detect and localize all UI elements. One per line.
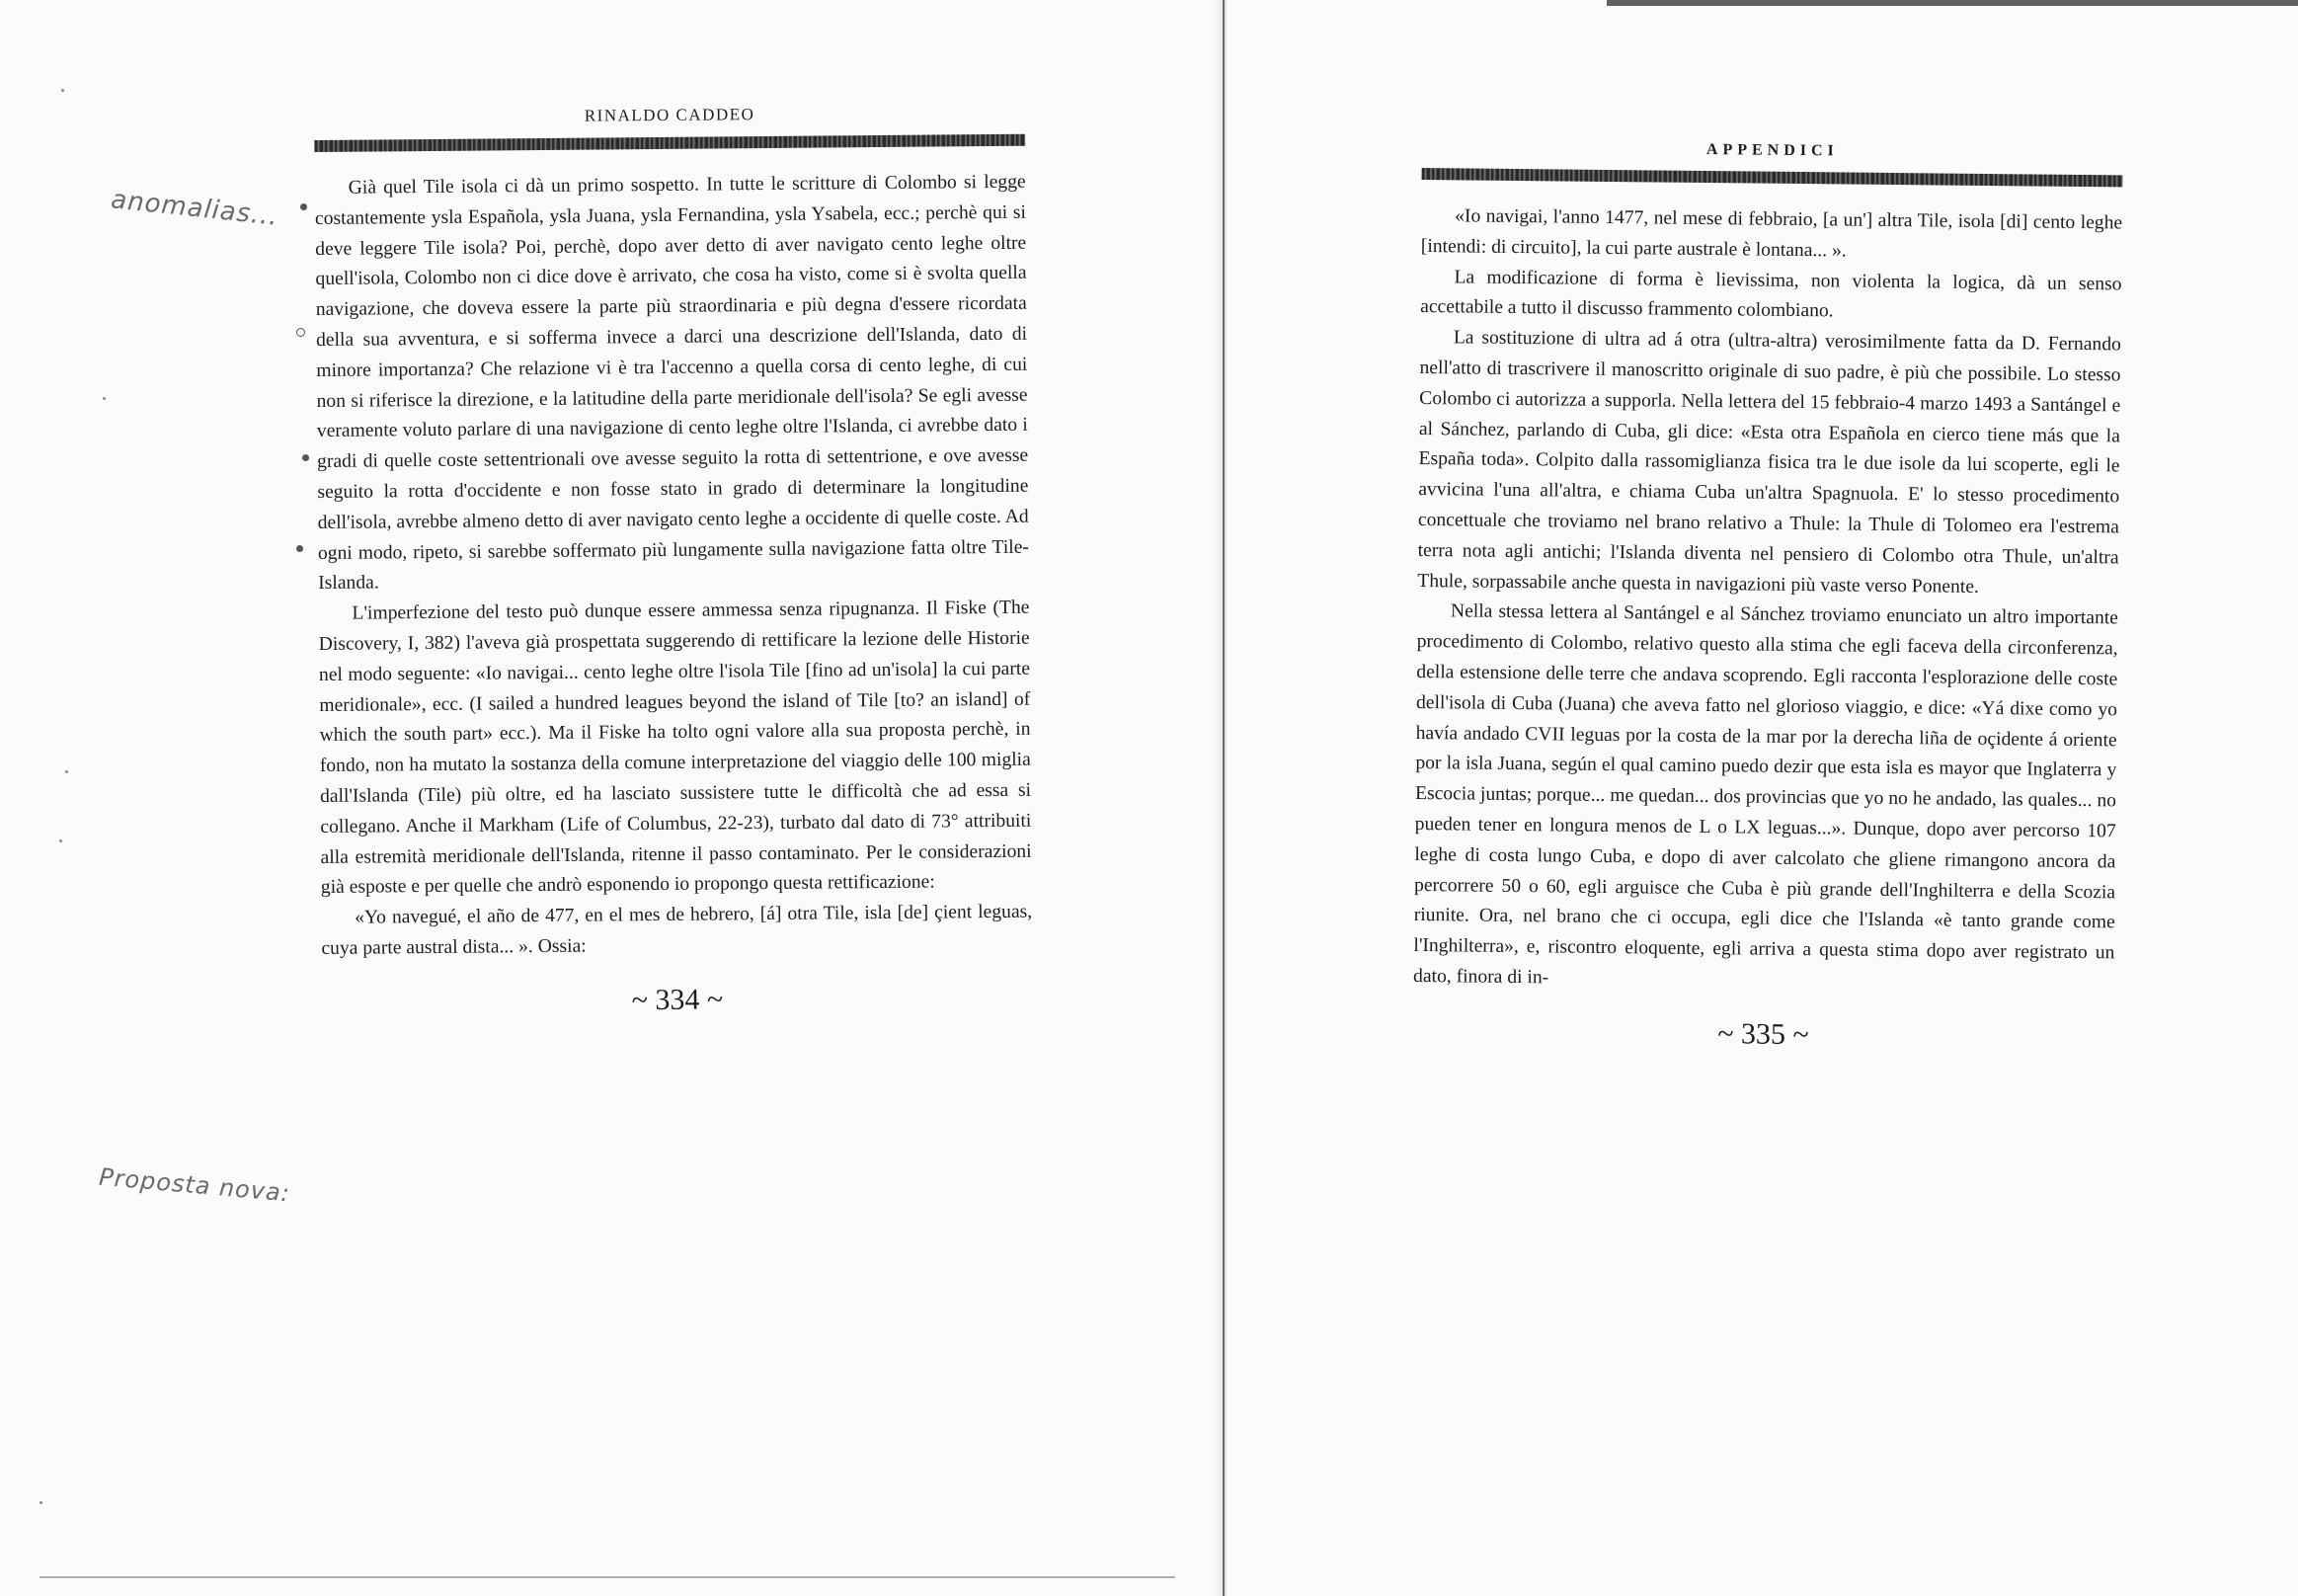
margin-note-proposta: Proposta nova:: [98, 1162, 291, 1208]
scan-speck: [65, 770, 68, 773]
page-number: ~ 334 ~: [631, 983, 724, 1016]
scan-speck: [59, 839, 62, 842]
body-paragraph: La sostituzione di ultra ad á otra (ultra-altra) verosimilmente fatta da D. Fernando nell'atto di trascrivere il manoscritto originale di suo padre, è più che possibile. Lo stesso Colombo ci autorizza a supporla. Nella lettera del 15 febbraio-4 marzo 1493 a Santángel e al Sánchez, parlando di Cuba, gli dice: «Esta otra Española en cierco tiene más que la España toda». Colpito dalla rassomiglianza fisica tra le due isole da lui scoperte, egli le avvicina l'una all'altra, e chiama Cuba un'altra Spagnuola. E' lo stesso procedimento concettuale che troviamo nel brano relativo a Thule: la Thule di Tolomeo era l'estrema terra nota agli antichi; l'Islanda diventa nel pensiero di Colombo otra Thule, un'altra Thule, sorpassabile anche questa in navigazioni più vaste verso Ponente.: [1417, 327, 2121, 598]
running-head: APPENDICI: [1705, 141, 1839, 160]
book-gutter: [1223, 0, 1225, 1596]
header-rule: [314, 134, 1025, 152]
header-rule: [1422, 168, 2123, 187]
scan-speck: [40, 1501, 42, 1504]
margin-mark: [296, 328, 305, 337]
margin-mark: [296, 545, 303, 552]
body-paragraph: La modificazione di forma è lievissima, non violenta la logica, dà un senso accettabile a tutto il discusso frammento colombiano.: [1420, 266, 2122, 322]
scan-speck: [61, 89, 64, 92]
right-page: [1412, 138, 2123, 1055]
body-paragraph: Già quel Tile isola ci dà un primo sospetto. In tutte le scritture di Colombo si legge costantemente ysla Española, ysla Juana, ysla Fernandina, ysla Ysabela, ecc.; perchè qui si deve leggere Tile isola? Poi, perchè, dopo aver detto di aver navigato cento leghe oltre quell'isola, Colombo non ci dice dove è arrivato, che cosa ha visto, come si è svolta quella navigazione, che doveva essere la parte più straordinaria e più degna d'essere ricordata della sua avventura, e si sofferma invece a darci una descrizione dell'Islanda, dato di minore importanza? Che relazione vi è tra l'accenno a quella corsa di cento leghe, di cui non si riferisce la direzione, e la latitudine della parte meridionale dell'isola? Se egli avesse veramente voluto parlare di una navigazione di cento leghe oltre l'Islanda, ci avrebbe dato i gradi di quelle coste settentrionali ove avesse seguito la rotta di settentrione, e ove avesse seguito la rotta d'occidente e non fosse stato in grado di determinare la longitudine dell'isola, avrebbe almeno detto di aver navigato cento leghe a occidente di quelle coste. Ad ogni modo, ripeto, si sarebbe soffermato più lungamente sulla navigazione fatta oltre Tile-Islanda.: [314, 171, 1029, 595]
left-page: [314, 103, 1033, 1020]
body-paragraph: L'imperfezione del testo può dunque essere ammessa senza ripugnanza. Il Fiske (The Discovery, I, 382) l'aveva già prospettata suggerendo di rettificare la lezione delle Historie nel modo seguente: «Io navigai... cento leghe oltre l'isola Tile [fino ad un'isola] la cui parte meridionale», ecc. (I sailed a hundred leagues beyond the island of Tile [to? an island] of which the south part» ecc.). Ma il Fiske ha tolto ogni valore alla sua proposta perchè, in fondo, non ha mutato la sostanza della comune interpretazione del viaggio delle 100 miglia dall'Islanda (Tile) più oltre, ed ha lasciato sussistere tutte le difficoltà che ad essa si collegano. Anche il Markham (Life of Columbus, 22-23), turbato dal dato di 73° attribuiti alla estremità meridionale dell'Islanda, ritenne il passo contaminato. Per le considerazioni già esposte e per quelle che andrò esponendo io propongo questa rettificazione:: [318, 597, 1032, 899]
scan-edge-bottom: [40, 1576, 1175, 1578]
margin-mark: [302, 454, 309, 461]
body-paragraph: «Yo navegué, el año de 477, en el mes de hebrero, [á] otra Tile, isla [de] çient leguas, cuya parte austral dista... ». Ossia:: [321, 901, 1033, 959]
body-paragraph: Nella stessa lettera al Santángel e al Sánchez troviamo enunciato un altro importante procedimento di Colombo, relativo questo alla stima che egli faceva della circonferenza, della estensione delle terre che andava scoprendo. Egli racconta l'esplorazione delle coste dell'isola di Cuba (Juana) che aveva fatto nel glorioso viaggio, e dice: «Yá dixe como yo havía andado CVII leguas por la costa de la mar por la derecha liña de oçidente á oriente por la isla Juana, según el qual camino puedo dezir que esta isla es mayor que Inglaterra y Escocia juntas; porque... me quedan... dos provincias que yo no he andado, las quales... no pueden tener en longura menos de L o LX leguas...». Dunque, dopo aver percorso 107 leghe di costa lungo Cuba, e dopo di aver calcolato che gliene rimangono ancora da percorrere 50 o 60, egli arguisce che Cuba è più grande dell'Inghilterra e della Scozia riunite. Ora, nel brano che ci occupa, egli dice che l'Islanda «è tanto grande come l'Inghilterra», e, riscontro eloquente, egli arriva a questa stima dopo aver registrato un dato, finora di in-: [1413, 600, 2119, 989]
running-head: RINALDO CADDEO: [584, 105, 755, 125]
page-number: ~ 335 ~: [1717, 1016, 1809, 1051]
margin-mark: [300, 203, 307, 210]
body-paragraph: «Io navigai, l'anno 1477, nel mese di febbraio, [a un'] altra Tile, isola [di] cento leghe [intendi: di circuito], la cui parte australe è lontana... ».: [1420, 205, 2123, 262]
margin-note-anomalias: anomalias...: [109, 185, 280, 232]
scan-edge-top: [1607, 0, 2298, 6]
scan-speck: [103, 397, 106, 400]
